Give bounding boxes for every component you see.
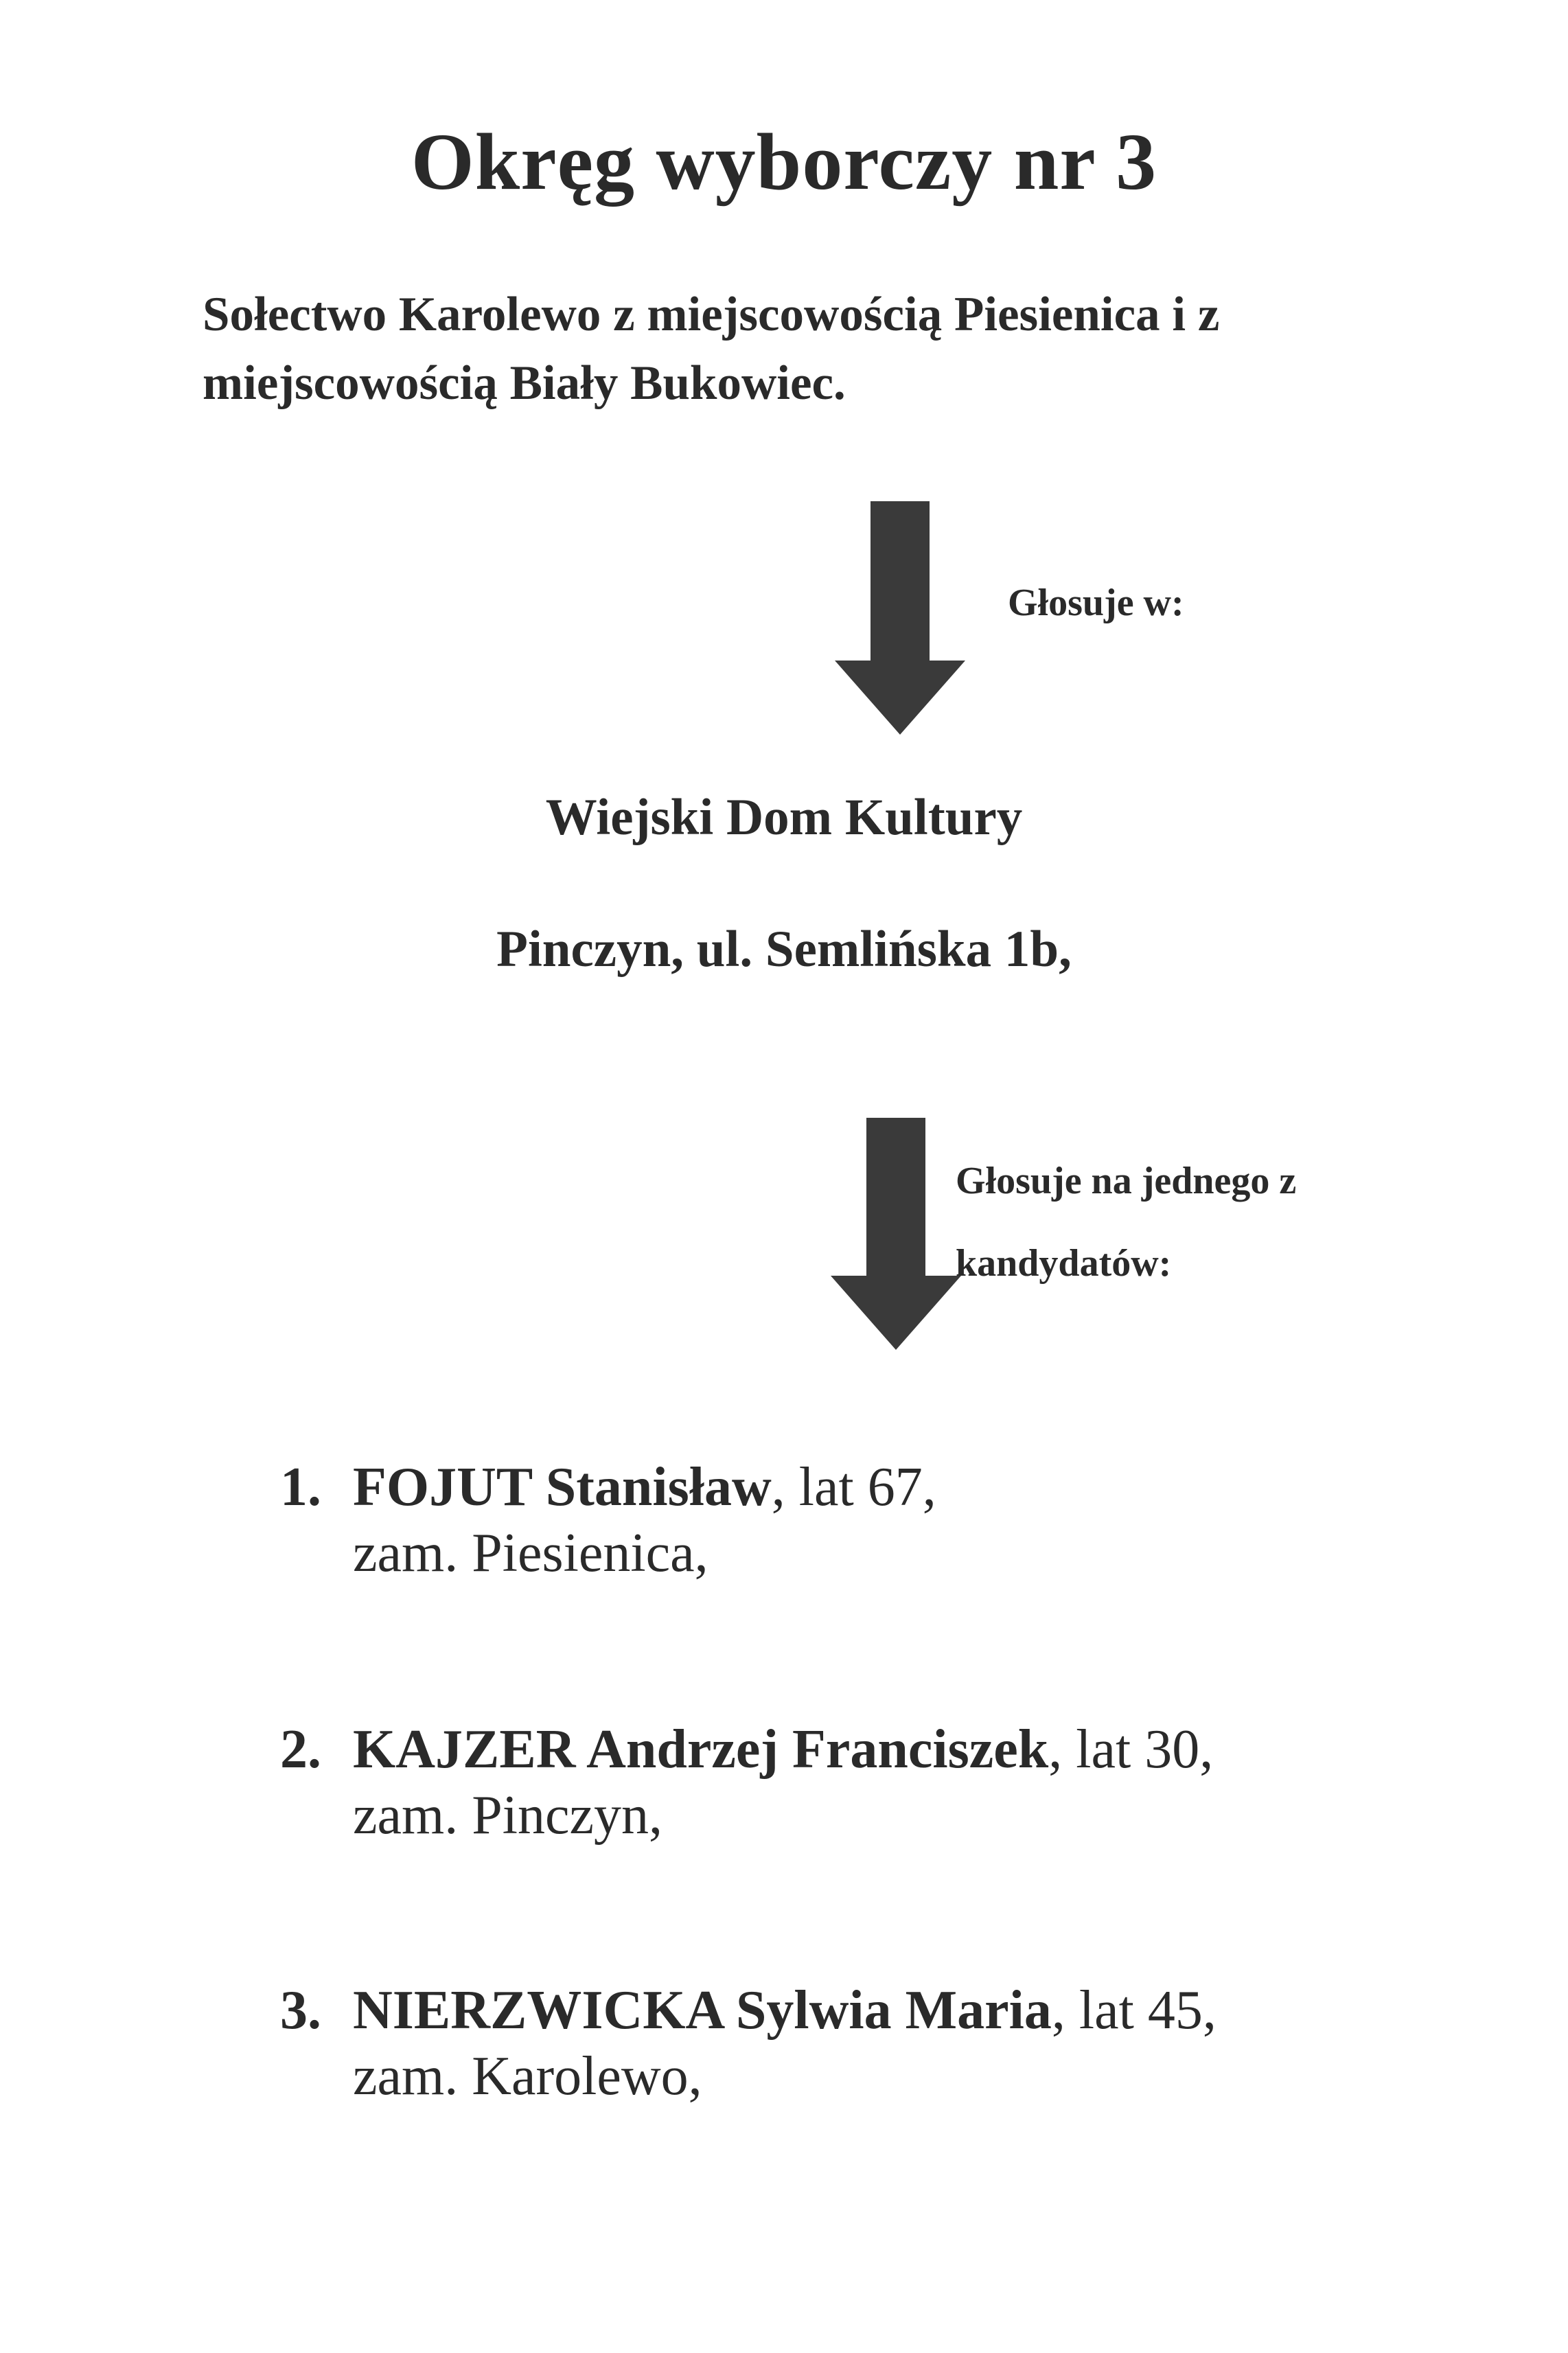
down-arrow-icon: [831, 1118, 961, 1350]
candidate-name: NIERZWICKA Sylwia Maria: [353, 1980, 1052, 2041]
candidate-age: , lat 30,: [1048, 1719, 1214, 1780]
candidate-residence: zam. Karolewo,: [353, 2046, 702, 2107]
polling-place-address: Pinczyn, ul. Semlińska 1b,: [496, 921, 1072, 978]
candidate-name: KAJZER Andrzej Franciszek: [353, 1719, 1049, 1780]
candidate-number: 3.: [280, 1980, 321, 2041]
candidate-residence: zam. Piesienica,: [353, 1523, 708, 1583]
candidate-age: , lat 45,: [1051, 1980, 1217, 2041]
candidate-residence: zam. Pinczyn,: [353, 1785, 662, 1846]
candidate-number: 2.: [280, 1719, 321, 1780]
candidate-number: 1.: [280, 1457, 321, 1517]
arrow-note-line: Głosuje na jednego z: [956, 1160, 1297, 1202]
polling-place-name: Wiejski Dom Kultury: [545, 789, 1023, 846]
candidate-age: , lat 67,: [771, 1457, 936, 1517]
area-description: Sołectwo Karolewo z miejscowością Piesienica i z miejscowością Biały Bukowiec.: [203, 288, 1220, 410]
page-title: Okręg wyborczy nr 3: [411, 117, 1157, 207]
candidate-name: FOJUT Stanisław: [353, 1457, 772, 1517]
arrow-note-votes-for: [956, 1140, 1296, 1305]
arrow-note-line: kandydatów:: [956, 1242, 1172, 1285]
arrow-note-votes-at: Głosuje w:: [1008, 582, 1184, 624]
down-arrow-icon: [835, 501, 965, 735]
